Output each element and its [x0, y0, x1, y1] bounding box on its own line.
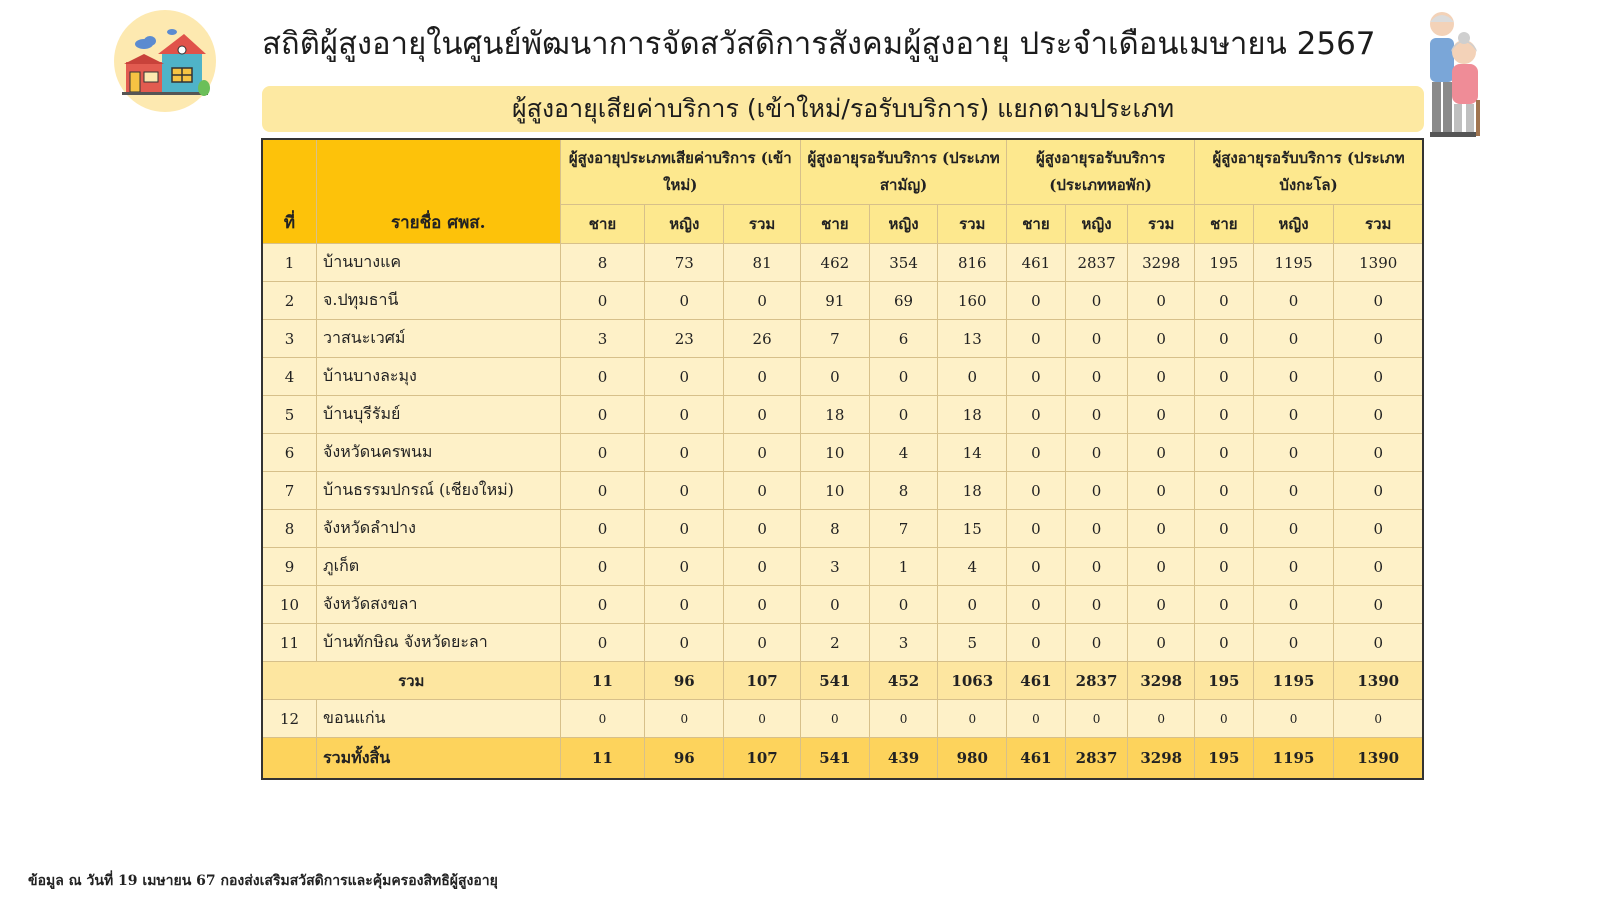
table-cell-value: 0	[1253, 320, 1334, 358]
table-cell-value: 0	[1253, 358, 1334, 396]
col-header-no: ที่	[262, 139, 317, 244]
table-cell-value: 0	[1007, 510, 1066, 548]
table-cell-value: 0	[869, 396, 938, 434]
table-cell-value: 0	[1128, 510, 1195, 548]
table-cell-value: 541	[801, 662, 870, 700]
table-cell-value: 0	[1334, 510, 1423, 548]
table-cell-value: 0	[1334, 548, 1423, 586]
table-cell-value: 18	[938, 396, 1007, 434]
sub-header-male: ชาย	[560, 205, 645, 244]
row-number: 7	[262, 472, 317, 510]
subtotal-row	[262, 662, 1423, 700]
table-cell-value: 7	[801, 320, 870, 358]
table-cell-value: 0	[1334, 472, 1423, 510]
table-cell-value: 0	[1334, 434, 1423, 472]
table-cell-value: 3298	[1128, 662, 1195, 700]
table-row	[262, 396, 1423, 434]
table-cell-value: 0	[724, 586, 801, 624]
table-row	[262, 548, 1423, 586]
table-cell-value: 0	[1253, 434, 1334, 472]
table-row	[262, 510, 1423, 548]
table-cell-value: 0	[645, 700, 724, 738]
table-cell-value: 0	[560, 396, 645, 434]
sub-header-total: รวม	[1334, 205, 1423, 244]
table-cell-value: 0	[1065, 396, 1128, 434]
table-cell-value: 0	[1007, 282, 1066, 320]
table-cell-value: 1195	[1253, 244, 1334, 282]
sub-header-total: รวม	[724, 205, 801, 244]
table-cell-value: 81	[724, 244, 801, 282]
table-row	[262, 358, 1423, 396]
table-cell-value: 0	[1253, 510, 1334, 548]
table-cell-value: 0	[645, 548, 724, 586]
table-cell-value: 0	[1253, 700, 1334, 738]
table-cell-value: 3	[801, 548, 870, 586]
table-cell-value: 0	[938, 700, 1007, 738]
table-cell-value: 0	[1007, 700, 1066, 738]
table-cell-value: 0	[1334, 320, 1423, 358]
table-cell-value: 8	[560, 244, 645, 282]
table-cell-value: 0	[560, 586, 645, 624]
table-cell-value: 0	[1007, 586, 1066, 624]
table-cell-value: 195	[1195, 244, 1254, 282]
sub-header-male: ชาย	[801, 205, 870, 244]
table-cell-value: 0	[1195, 472, 1254, 510]
center-name: บ้านบางแค	[317, 244, 561, 282]
table-cell-value: 0	[1334, 282, 1423, 320]
table-cell-value: 69	[869, 282, 938, 320]
row-number: 10	[262, 586, 317, 624]
table-cell-value: 0	[1128, 358, 1195, 396]
table-cell-value: 73	[645, 244, 724, 282]
table-cell-value: 461	[1007, 244, 1066, 282]
table-row	[262, 472, 1423, 510]
table-cell-value: 18	[938, 472, 1007, 510]
table-row	[262, 320, 1423, 358]
table-cell-value: 107	[724, 738, 801, 780]
table-cell-value: 0	[1007, 358, 1066, 396]
group-header-bungalow: ผู้สูงอายุรอรับบริการ (ประเภทบังกะโล)	[1195, 139, 1423, 205]
table-cell-value: 0	[1253, 396, 1334, 434]
table-cell-value: 0	[1065, 472, 1128, 510]
table-cell-value: 0	[1195, 358, 1254, 396]
table-cell-value: 0	[560, 282, 645, 320]
table-cell-value: 0	[1128, 282, 1195, 320]
group-header-ordinary: ผู้สูงอายุรอรับบริการ (ประเภทสามัญ)	[801, 139, 1007, 205]
table-cell-value: 0	[645, 396, 724, 434]
table-cell-value: 0	[724, 548, 801, 586]
table-cell-value: 195	[1195, 662, 1254, 700]
center-name: บ้านธรรมปกรณ์ (เชียงใหม่)	[317, 472, 561, 510]
table-cell-value: 980	[938, 738, 1007, 780]
table-cell-value: 13	[938, 320, 1007, 358]
table-cell-value: 0	[1065, 700, 1128, 738]
table-cell-value: 0	[1065, 510, 1128, 548]
table-cell-value: 0	[869, 586, 938, 624]
center-name: จังหวัดนครพนม	[317, 434, 561, 472]
table-cell-value: 0	[869, 700, 938, 738]
table-subtitle: ผู้สูงอายุเสียค่าบริการ (เข้าใหม่/รอรับบริการ) แยกตามประเภท	[262, 86, 1424, 132]
sub-header-total: รวม	[938, 205, 1007, 244]
table-cell-value: 0	[1334, 358, 1423, 396]
table-cell-value: 0	[724, 472, 801, 510]
table-cell-value: 6	[869, 320, 938, 358]
table-cell-value: 0	[801, 358, 870, 396]
table-row	[262, 624, 1423, 662]
row-number: 11	[262, 624, 317, 662]
table-cell-value: 0	[724, 434, 801, 472]
table-cell-value: 0	[1253, 472, 1334, 510]
table-cell-value: 0	[1128, 586, 1195, 624]
table-cell-value: 439	[869, 738, 938, 780]
table-row	[262, 244, 1423, 282]
table-cell-value: 0	[1253, 282, 1334, 320]
table-cell-value: 0	[1195, 624, 1254, 662]
table-cell-value: 0	[1065, 358, 1128, 396]
table-cell-value: 0	[724, 282, 801, 320]
table-cell-value: 0	[1195, 586, 1254, 624]
table-cell-value: 816	[938, 244, 1007, 282]
elders-illustration	[1420, 8, 1492, 144]
table-cell-value: 0	[560, 624, 645, 662]
table-cell-value: 1390	[1334, 662, 1423, 700]
table-cell-value: 1390	[1334, 738, 1423, 780]
table-cell-value: 11	[560, 662, 645, 700]
table-cell-value: 0	[1065, 586, 1128, 624]
center-name: ภูเก็ต	[317, 548, 561, 586]
table-cell-value: 0	[1128, 472, 1195, 510]
table-cell-value: 0	[1195, 548, 1254, 586]
table-cell-value: 1195	[1253, 738, 1334, 780]
sub-header-female: หญิง	[869, 205, 938, 244]
table-cell-value: 0	[1195, 320, 1254, 358]
page-title: สถิติผู้สูงอายุในศูนย์พัฒนาการจัดสวัสดิการสังคมผู้สูงอายุ ประจำเดือนเมษายน 2567	[262, 26, 1376, 62]
logo	[114, 10, 216, 112]
table-cell-value: 0	[1128, 700, 1195, 738]
table-cell-value: 26	[724, 320, 801, 358]
table-cell-value: 96	[645, 738, 724, 780]
table-cell-value: 0	[1128, 434, 1195, 472]
table-cell-value: 0	[1253, 586, 1334, 624]
table-cell-value: 0	[1253, 624, 1334, 662]
table-cell-value: 0	[1195, 396, 1254, 434]
table-cell-value: 0	[645, 358, 724, 396]
table-cell-value: 0	[1007, 320, 1066, 358]
table-cell-value: 1195	[1253, 662, 1334, 700]
footnote: ข้อมูล ณ วันที่ 19 เมษายน 67 กองส่งเสริมสวัสดิการและคุ้มครองสิทธิผู้สูงอายุ	[28, 873, 498, 889]
center-name: วาสนะเวศม์	[317, 320, 561, 358]
table-cell-value: 0	[1007, 396, 1066, 434]
table-cell-value: 0	[724, 510, 801, 548]
table-cell-value: 1063	[938, 662, 1007, 700]
table-row	[262, 586, 1423, 624]
table-cell-value: 1390	[1334, 244, 1423, 282]
row-number: 6	[262, 434, 317, 472]
table-cell-value: 5	[938, 624, 1007, 662]
center-name: บ้านทักษิณ จังหวัดยะลา	[317, 624, 561, 662]
sub-header-female: หญิง	[1253, 205, 1334, 244]
center-name: จ.ปทุมธานี	[317, 282, 561, 320]
table-cell-value: 0	[645, 510, 724, 548]
table-cell-value: 0	[560, 434, 645, 472]
table-cell-value: 0	[801, 700, 870, 738]
table-cell-value: 4	[938, 548, 1007, 586]
table-cell-value: 0	[1334, 624, 1423, 662]
table-cell-value: 91	[801, 282, 870, 320]
table-cell-value: 0	[1128, 320, 1195, 358]
row-number: 1	[262, 244, 317, 282]
grand-total-label: รวมทั้งสิ้น	[317, 738, 561, 780]
table-cell-value: 0	[938, 586, 1007, 624]
house-icon	[114, 10, 216, 112]
table-cell-value: 0	[645, 434, 724, 472]
subtotal-label: รวม	[262, 662, 560, 700]
table-cell-value: 0	[1195, 434, 1254, 472]
table-cell-value: 3298	[1128, 244, 1195, 282]
table-cell-value: 461	[1007, 738, 1066, 780]
table-cell-value: 0	[938, 358, 1007, 396]
table-cell-value: 0	[869, 358, 938, 396]
table-body	[262, 244, 1423, 780]
table-cell-value: 3	[869, 624, 938, 662]
center-name: จังหวัดลำปาง	[317, 510, 561, 548]
table-cell-value: 0	[1195, 700, 1254, 738]
table-cell-value: 0	[560, 700, 645, 738]
table-cell-value: 0	[1195, 282, 1254, 320]
table-cell-value: 0	[645, 586, 724, 624]
center-name: บ้านบางละมุง	[317, 358, 561, 396]
elderly-couple-icon	[1420, 8, 1492, 144]
table-cell-value: 0	[560, 472, 645, 510]
table-cell-value: 2	[801, 624, 870, 662]
table-cell-value: 0	[1334, 396, 1423, 434]
table-cell-value: 1	[869, 548, 938, 586]
table-cell-value: 0	[560, 358, 645, 396]
table-cell-value: 0	[1007, 472, 1066, 510]
row-number: 5	[262, 396, 317, 434]
table-cell-value: 0	[645, 282, 724, 320]
table-cell-value: 2837	[1065, 662, 1128, 700]
table-cell-value: 0	[1128, 548, 1195, 586]
table-cell-value: 160	[938, 282, 1007, 320]
center-name: ขอนแก่น	[317, 700, 561, 738]
table-cell-value: 0	[724, 624, 801, 662]
table-cell-value: 2837	[1065, 738, 1128, 780]
grand-total-spacer	[262, 738, 317, 780]
table-cell-value: 10	[801, 434, 870, 472]
table-cell-value: 0	[645, 624, 724, 662]
table-cell-value: 96	[645, 662, 724, 700]
table-cell-value: 8	[869, 472, 938, 510]
sub-header-female: หญิง	[1065, 205, 1128, 244]
col-header-name: รายชื่อ ศพส.	[317, 139, 561, 244]
stats-table	[261, 138, 1424, 780]
table-cell-value: 0	[1128, 396, 1195, 434]
table-cell-value: 18	[801, 396, 870, 434]
table-cell-value: 14	[938, 434, 1007, 472]
row-number: 4	[262, 358, 317, 396]
table-cell-value: 0	[560, 510, 645, 548]
table-cell-value: 0	[1334, 586, 1423, 624]
table-cell-value: 0	[1195, 510, 1254, 548]
row-number: 3	[262, 320, 317, 358]
table-cell-value: 0	[724, 396, 801, 434]
table-cell-value: 4	[869, 434, 938, 472]
table-cell-value: 0	[1065, 320, 1128, 358]
center-name: บ้านบุรีรัมย์	[317, 396, 561, 434]
row-number: 12	[262, 700, 317, 738]
table-cell-value: 0	[1065, 624, 1128, 662]
table-cell-value: 23	[645, 320, 724, 358]
table-cell-value: 0	[1007, 624, 1066, 662]
table-cell-value: 452	[869, 662, 938, 700]
sub-header-male: ชาย	[1007, 205, 1066, 244]
table-cell-value: 0	[645, 472, 724, 510]
table-cell-value: 0	[1007, 434, 1066, 472]
table-cell-value: 0	[1128, 624, 1195, 662]
table-cell-value: 3298	[1128, 738, 1195, 780]
table-cell-value: 462	[801, 244, 870, 282]
sub-header-female: หญิง	[645, 205, 724, 244]
group-header-new: ผู้สูงอายุประเภทเสียค่าบริการ (เข้าใหม่)	[560, 139, 800, 205]
table-cell-value: 11	[560, 738, 645, 780]
table-cell-value: 3	[560, 320, 645, 358]
table-cell-value: 2837	[1065, 244, 1128, 282]
table-cell-value: 0	[1065, 282, 1128, 320]
sub-header-male: ชาย	[1195, 205, 1254, 244]
table-cell-value: 8	[801, 510, 870, 548]
table-cell-value: 0	[724, 358, 801, 396]
table-cell-value: 0	[1065, 434, 1128, 472]
table-cell-value: 107	[724, 662, 801, 700]
table-cell-value: 7	[869, 510, 938, 548]
table-cell-value: 0	[724, 700, 801, 738]
table-cell-value: 195	[1195, 738, 1254, 780]
group-header-dormitory: ผู้สูงอายุรอรับบริการ (ประเภทหอพัก)	[1007, 139, 1195, 205]
table-cell-value: 10	[801, 472, 870, 510]
grand-total-row	[262, 738, 1423, 780]
table-row	[262, 282, 1423, 320]
table-cell-value: 0	[1253, 548, 1334, 586]
table-cell-value: 0	[1334, 700, 1423, 738]
sub-header-total: รวม	[1128, 205, 1195, 244]
center-name: จังหวัดสงขลา	[317, 586, 561, 624]
table-cell-value: 0	[560, 548, 645, 586]
row-number: 9	[262, 548, 317, 586]
table-row	[262, 700, 1423, 738]
table-cell-value: 15	[938, 510, 1007, 548]
table-cell-value: 461	[1007, 662, 1066, 700]
table-cell-value: 0	[1065, 548, 1128, 586]
table-row	[262, 434, 1423, 472]
table-cell-value: 0	[1007, 548, 1066, 586]
row-number: 2	[262, 282, 317, 320]
row-number: 8	[262, 510, 317, 548]
table-cell-value: 541	[801, 738, 870, 780]
table-cell-value: 0	[801, 586, 870, 624]
table-cell-value: 354	[869, 244, 938, 282]
